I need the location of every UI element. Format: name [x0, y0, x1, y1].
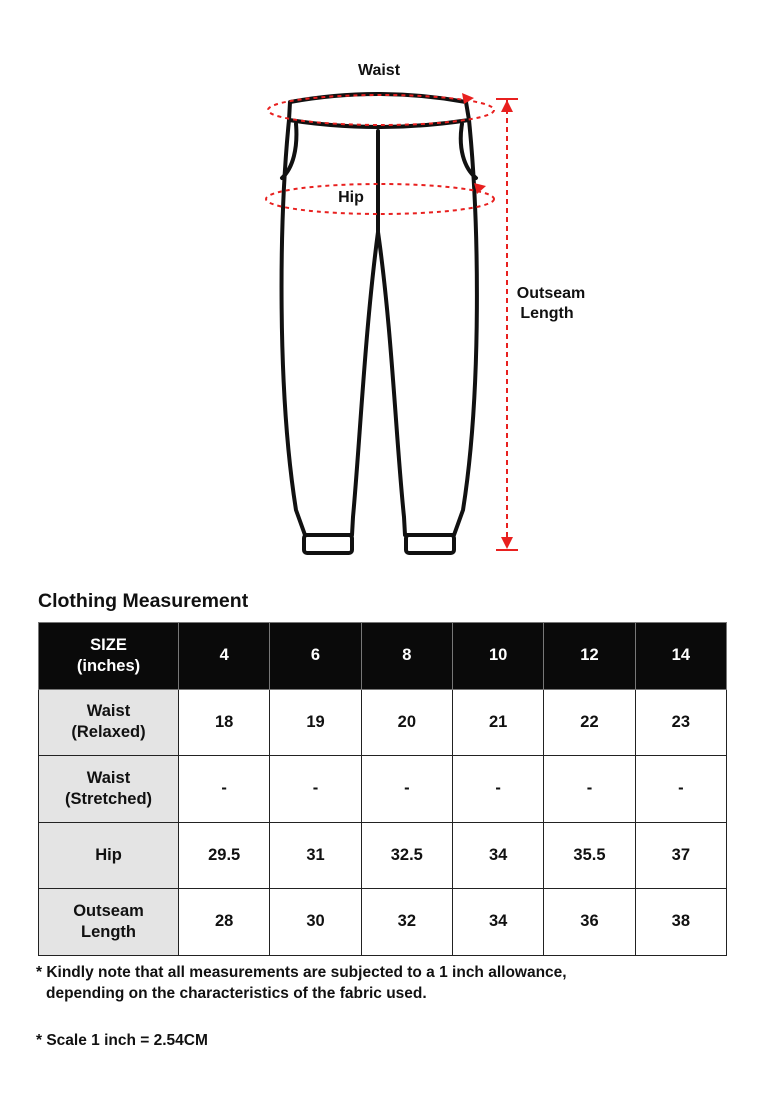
row-label-line2: (Relaxed) — [71, 723, 146, 742]
table-row — [39, 889, 727, 956]
size-header-cell — [39, 623, 179, 690]
hip-label: Hip — [338, 189, 364, 206]
table-cell: - — [179, 756, 270, 823]
table-cell: 23 — [635, 689, 726, 756]
table-cell: 21 — [452, 689, 543, 756]
table-cell: 37 — [635, 822, 726, 889]
size-chart-table — [38, 622, 727, 956]
table-cell: 34 — [452, 822, 543, 889]
row-label-line2: Length — [81, 922, 136, 941]
waist-label: Waist — [357, 62, 401, 79]
row-label-line1: Waist — [86, 768, 131, 787]
table-cell: 36 — [544, 889, 635, 956]
scale-note: * Scale 1 inch = 2.54CM — [36, 1032, 208, 1049]
size-header-unit: (inches) — [76, 656, 141, 675]
row-label — [39, 889, 179, 956]
outseam-label-line2: Length — [520, 305, 574, 322]
table-title: Clothing Measurement — [38, 590, 249, 612]
table-cell: 28 — [179, 889, 270, 956]
size-column-header: 10 — [452, 623, 543, 690]
size-column-header: 4 — [179, 623, 270, 690]
outseam-bottom-arrow-icon — [501, 537, 513, 549]
table-cell: 32 — [361, 889, 452, 956]
table-cell: - — [270, 756, 361, 823]
row-label-line1: Waist — [86, 702, 131, 721]
row-label-line2: (Stretched) — [64, 789, 153, 808]
allowance-note-line2: depending on the characteristics of the fabric used. — [46, 985, 427, 1002]
table-row — [39, 756, 727, 823]
allowance-note-line1: * Kindly note that all measurements are subjected to a 1 inch allowance, — [36, 964, 567, 981]
table-cell: 35.5 — [544, 822, 635, 889]
outseam-label-line1: Outseam — [516, 285, 586, 302]
table-cell: - — [544, 756, 635, 823]
table-row — [39, 689, 727, 756]
pants-outline — [282, 94, 477, 553]
row-label-line1: Outseam — [73, 901, 144, 920]
table-cell: 18 — [179, 689, 270, 756]
table-cell: 31 — [270, 822, 361, 889]
outseam-top-arrow-icon — [501, 100, 513, 112]
table-cell: 20 — [361, 689, 452, 756]
table-row — [39, 822, 727, 889]
measure-lines — [266, 95, 518, 550]
table-cell: 30 — [270, 889, 361, 956]
row-label — [39, 822, 179, 889]
table-cell: 32.5 — [361, 822, 452, 889]
table-cell: 22 — [544, 689, 635, 756]
table-cell: 34 — [452, 889, 543, 956]
row-label — [39, 689, 179, 756]
table-cell: 38 — [635, 889, 726, 956]
size-column-header: 12 — [544, 623, 635, 690]
allowance-note — [36, 962, 567, 1004]
size-column-header: 6 — [270, 623, 361, 690]
table-cell: - — [452, 756, 543, 823]
row-label-line1: Hip — [95, 845, 122, 864]
table-cell: 19 — [270, 689, 361, 756]
table-cell: - — [635, 756, 726, 823]
size-header-label: SIZE — [90, 635, 127, 654]
table-header-row — [39, 623, 727, 690]
table-cell: - — [361, 756, 452, 823]
size-column-header: 8 — [361, 623, 452, 690]
measure-arrowheads — [462, 93, 513, 549]
row-label — [39, 756, 179, 823]
table-cell: 29.5 — [179, 822, 270, 889]
size-column-header: 14 — [635, 623, 726, 690]
